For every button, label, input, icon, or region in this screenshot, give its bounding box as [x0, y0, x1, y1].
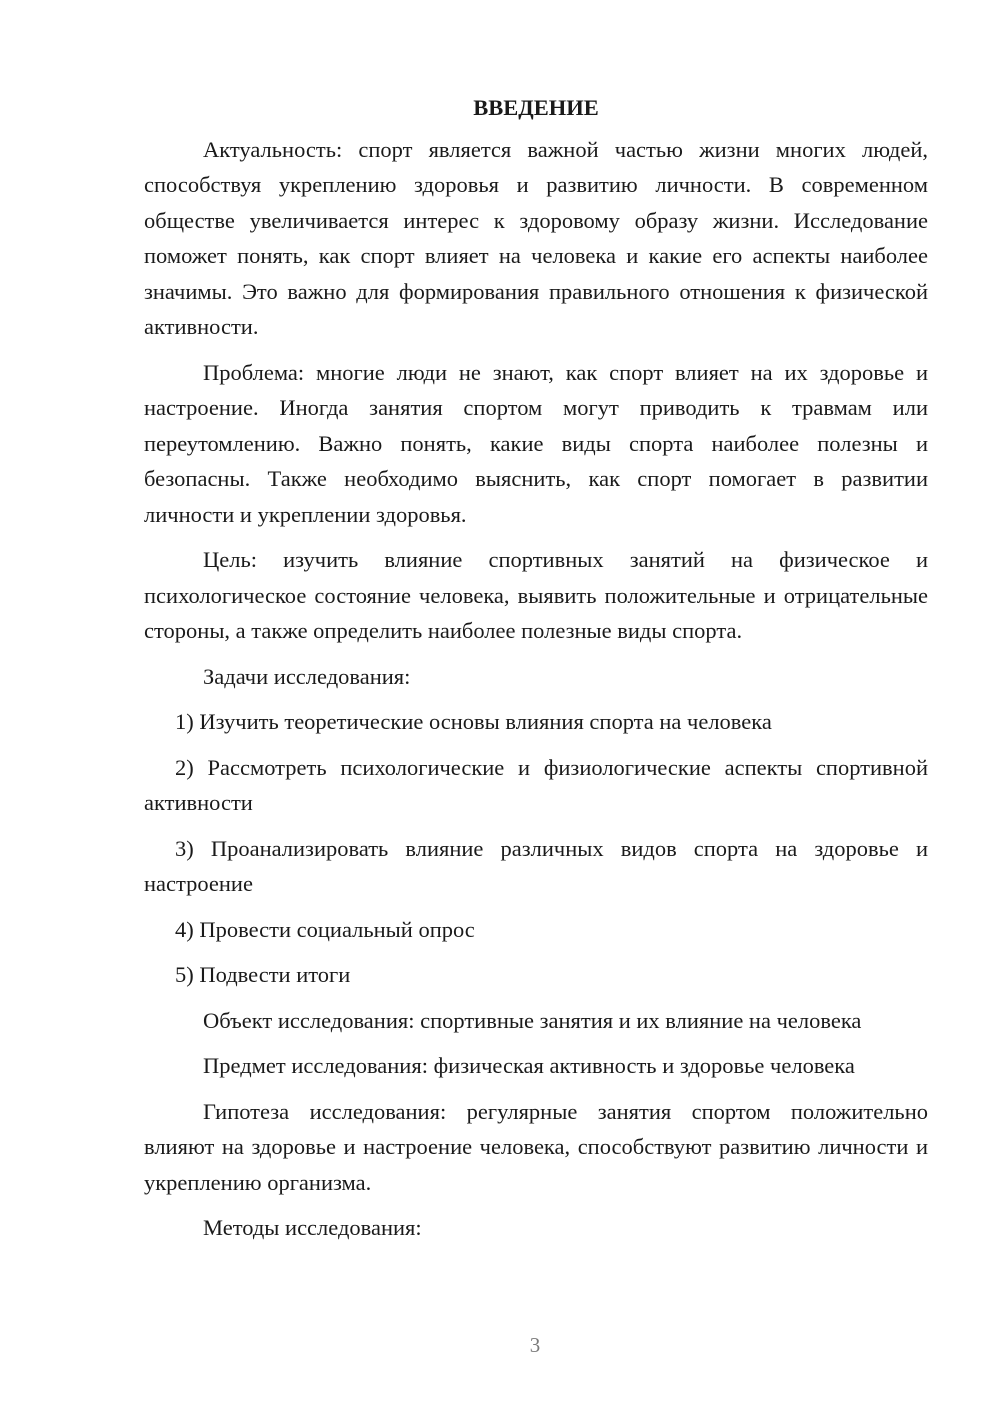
paragraph-problem: Проблема: многие люди не знают, как спорт влияет на их здоровье и настроение. Иногда занятия спортом могут приводить к травмам или переутомлению. Важно понять, какие виды спорта наиболее полезны и безопасны. Также необходимо выяснить, как спорт помогает в развитии личности и укреплении здоровья. — [144, 359, 928, 527]
paragraph-relevance: Актуальность: спорт является важной частью жизни многих людей, способствуя укреплению здоровья и развитию личности. В современном обществе увеличивается интерес к здоровому образу жизни. Исследование поможет понять, как спорт влияет на человека и какие его аспекты наиболее значимы. Это важно для формирования правильного отношения к физической активности. — [144, 136, 928, 339]
page-number: 3 — [529, 1333, 541, 1357]
paragraph-object: Объект исследования: спортивные занятия и их влияние на человека — [203, 1007, 862, 1033]
paragraph-subject: Предмет исследования: физическая активность и здоровье человека — [203, 1053, 855, 1078]
task-item: 4) Провести социальный опрос — [175, 916, 475, 942]
section-title: ВВЕДЕНИЕ — [473, 95, 599, 120]
methods-heading: Методы исследования: — [203, 1215, 422, 1240]
task-item: 5) Подвести итоги — [175, 962, 351, 987]
task-item: 3) Проанализировать влияние различных видов спорта на здоровье и настроение — [144, 835, 928, 896]
tasks-heading: Задачи исследования: — [203, 663, 411, 689]
paragraph-hypothesis: Гипотеза исследования: регулярные занятия спортом положительно влияют на здоровье и настроение человека, способствуют развитию личности и укреплению организма. — [144, 1098, 928, 1195]
paragraph-goal: Цель: изучить влияние спортивных занятий на физическое и психологическое состояние человека, выявить положительные и отрицательные стороны, а также определить наиболее полезные виды спорта. — [144, 547, 928, 643]
task-item: 1) Изучить теоретические основы влияния спорта на человека — [175, 709, 772, 734]
task-item: 2) Рассмотреть психологические и физиологические аспекты спортивной активности — [144, 754, 928, 815]
document-page — [144, 90, 928, 1256]
